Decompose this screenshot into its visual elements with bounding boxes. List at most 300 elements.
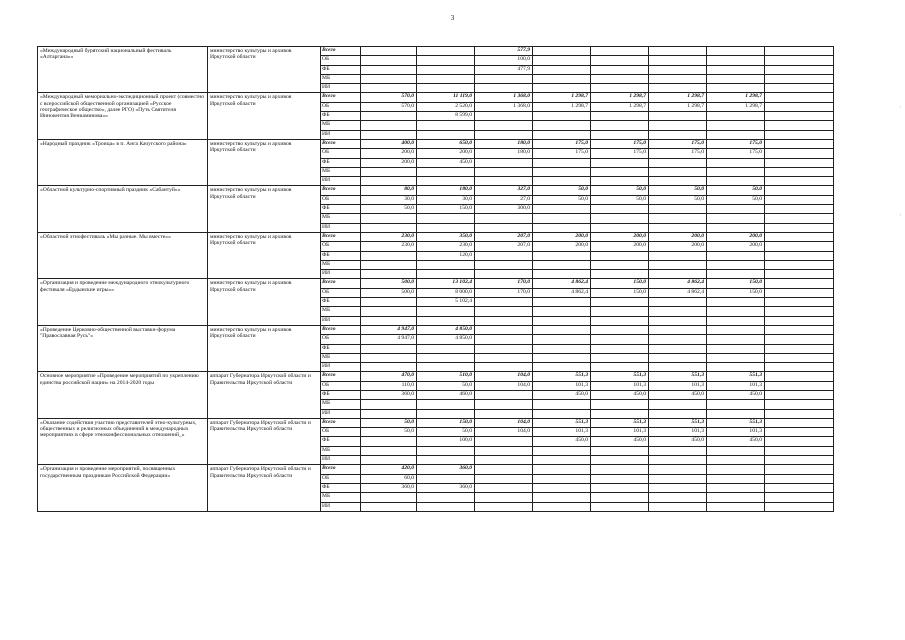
amount-cell: 200,0 [707,232,765,241]
funding-source: ИИ [321,409,361,418]
edge-tick: : [899,105,901,110]
amount-cell [475,121,533,130]
amount-cell [533,121,591,130]
amount-cell [361,456,417,465]
amount-cell: 400,0 [361,139,417,148]
amount-cell [707,56,765,65]
table-row [38,93,834,102]
amount-cell [591,363,649,372]
amount-cell: 450,0 [533,437,591,446]
amount-cell [361,363,417,372]
amount-cell: 450,0 [649,437,707,446]
amount-cell [765,177,834,186]
amount-cell [533,456,591,465]
amount-cell [591,65,649,74]
amount-cell [765,65,834,74]
amount-cell: 327,0 [475,186,533,195]
amount-cell [707,316,765,325]
amount-cell: 175,0 [649,149,707,158]
amount-cell: 175,0 [533,149,591,158]
amount-cell: 200,0 [707,242,765,251]
amount-cell [417,223,475,232]
amount-cell [765,149,834,158]
amount-cell [649,270,707,279]
funding-source: ОБ [321,242,361,251]
amount-cell: 4 862,4 [533,279,591,288]
amount-cell [361,56,417,65]
amount-cell [417,121,475,130]
funding-source: Всего [321,372,361,381]
amount-cell [707,307,765,316]
amount-cell: 450,0 [649,390,707,399]
amount-cell [649,130,707,139]
table-row [38,325,834,334]
amount-cell: 150,0 [707,279,765,288]
amount-cell [417,177,475,186]
amount-cell: 4 850,0 [417,325,475,334]
amount-cell [707,84,765,93]
amount-cell [361,298,417,307]
funding-source: ИИ [321,270,361,279]
amount-cell [475,456,533,465]
amount-cell [765,56,834,65]
amount-cell: 175,0 [707,139,765,148]
amount-cell [765,232,834,241]
amount-cell [361,307,417,316]
amount-cell: 510,0 [417,372,475,381]
amount-cell: 200,0 [649,232,707,241]
amount-cell [475,493,533,502]
funding-source: МБ [321,493,361,502]
amount-cell [533,167,591,176]
amount-cell [765,474,834,483]
amount-cell: 175,0 [649,139,707,148]
amount-cell: 175,0 [591,139,649,148]
amount-cell [533,84,591,93]
funding-source: ФБ [321,483,361,492]
amount-cell: 450,0 [707,437,765,446]
amount-cell: 50,0 [707,195,765,204]
amount-cell [361,344,417,353]
amount-cell: 27,0 [475,195,533,204]
amount-cell: 4 862,4 [649,288,707,297]
amount-cell [475,437,533,446]
amount-cell: 570,0 [361,93,417,102]
amount-cell [765,428,834,437]
amount-cell: 11 119,0 [417,93,475,102]
amount-cell [707,260,765,269]
amount-cell [475,251,533,260]
amount-cell: 101,3 [707,428,765,437]
amount-cell [417,474,475,483]
amount-cell: 50,0 [649,195,707,204]
funding-source: Всего [321,465,361,474]
amount-cell [591,465,649,474]
amount-cell [361,260,417,269]
amount-cell: 50,0 [361,418,417,427]
funding-source: Всего [321,279,361,288]
amount-cell [591,56,649,65]
amount-cell [533,363,591,372]
amount-cell: 104,0 [475,428,533,437]
amount-cell [475,363,533,372]
amount-cell [707,74,765,83]
amount-cell [707,325,765,334]
amount-cell [475,390,533,399]
measure-description: «Народный праздник «Троица» в п. Анга Качугского района» [38,139,208,185]
amount-cell [417,47,475,56]
amount-cell [765,47,834,56]
amount-cell [417,74,475,83]
amount-cell [591,223,649,232]
amount-cell: 200,0 [361,149,417,158]
amount-cell: 101,3 [533,428,591,437]
amount-cell [649,112,707,121]
amount-cell [707,205,765,214]
amount-cell [591,167,649,176]
amount-cell [361,177,417,186]
amount-cell [649,483,707,492]
amount-cell: 50,0 [591,186,649,195]
amount-cell [475,223,533,232]
amount-cell: 175,0 [707,149,765,158]
table-row [38,465,834,474]
amount-cell [533,214,591,223]
amount-cell [361,167,417,176]
table-row [38,232,834,241]
amount-cell: 207,0 [475,242,533,251]
amount-cell: 1 298,7 [591,102,649,111]
amount-cell [533,400,591,409]
amount-cell [649,223,707,232]
amount-cell [649,344,707,353]
amount-cell [765,158,834,167]
amount-cell: 450,0 [417,158,475,167]
amount-cell [591,270,649,279]
measure-description: «Областной этнофестиваль «Мы разные. Мы вместе»» [38,232,208,278]
amount-cell [533,502,591,511]
amount-cell [533,353,591,362]
funding-source: ФБ [321,205,361,214]
amount-cell [361,353,417,362]
amount-cell: 5 102,4 [417,298,475,307]
amount-cell: 50,0 [361,428,417,437]
amount-cell [475,465,533,474]
funding-source: МБ [321,74,361,83]
amount-cell [765,483,834,492]
amount-cell: 110,0 [361,381,417,390]
amount-cell [649,65,707,74]
amount-cell [591,307,649,316]
measure-description: «Организация и проведение международного этнокультурного фестиваля «Ердынские игры»» [38,279,208,325]
amount-cell: 180,0 [475,139,533,148]
amount-cell [765,502,834,511]
funding-source: Всего [321,325,361,334]
amount-cell [417,307,475,316]
amount-cell: 650,0 [417,139,475,148]
amount-cell [417,456,475,465]
amount-cell: 551,3 [533,372,591,381]
amount-cell [533,270,591,279]
amount-cell [765,344,834,353]
amount-cell [649,251,707,260]
amount-cell [361,214,417,223]
amount-cell: 551,3 [591,418,649,427]
responsible-organization: аппарат Губернатора Иркутской области и Правительства Иркутской области [208,418,321,464]
table-row [38,186,834,195]
amount-cell [417,446,475,455]
amount-cell [417,363,475,372]
amount-cell: 230,0 [417,242,475,251]
amount-cell: 101,3 [707,381,765,390]
amount-cell: 50,0 [417,428,475,437]
amount-cell: 80,0 [361,186,417,195]
amount-cell [707,474,765,483]
amount-cell [475,409,533,418]
amount-cell: 150,0 [707,288,765,297]
amount-cell [765,325,834,334]
amount-cell [591,47,649,56]
amount-cell [417,270,475,279]
amount-cell [765,139,834,148]
amount-cell [533,465,591,474]
amount-cell [533,65,591,74]
amount-cell: 1 298,7 [649,93,707,102]
amount-cell [417,65,475,74]
funding-source: МБ [321,446,361,455]
amount-cell [591,260,649,269]
amount-cell [533,251,591,260]
amount-cell [533,47,591,56]
amount-cell [765,205,834,214]
amount-cell [475,130,533,139]
amount-cell [533,223,591,232]
amount-cell: 1 298,7 [533,93,591,102]
amount-cell [361,47,417,56]
funding-source: ОБ [321,102,361,111]
amount-cell: 50,0 [707,186,765,195]
amount-cell [707,270,765,279]
amount-cell [475,74,533,83]
amount-cell: 50,0 [591,195,649,204]
amount-cell [533,344,591,353]
amount-cell [765,223,834,232]
funding-source: ОБ [321,149,361,158]
amount-cell [765,363,834,372]
measure-description: Основное мероприятие «Проведение мероприятий по укреплению единства российской нации» на 2014-2020 годы [38,372,208,418]
amount-cell [417,260,475,269]
amount-cell [765,390,834,399]
funding-source: ИИ [321,502,361,511]
amount-cell [707,465,765,474]
amount-cell [533,446,591,455]
funding-source: Всего [321,418,361,427]
amount-cell [591,316,649,325]
amount-cell: 551,3 [707,418,765,427]
amount-cell [417,316,475,325]
amount-cell [475,260,533,269]
amount-cell [417,409,475,418]
amount-cell [765,186,834,195]
amount-cell [475,446,533,455]
amount-cell: 150,0 [591,279,649,288]
funding-source: ОБ [321,195,361,204]
funding-source: ОБ [321,381,361,390]
amount-cell [361,74,417,83]
funding-source: МБ [321,167,361,176]
amount-cell [417,84,475,93]
amount-cell: 200,0 [533,232,591,241]
amount-cell [649,409,707,418]
amount-cell [533,409,591,418]
amount-cell [533,74,591,83]
amount-cell [591,214,649,223]
amount-cell: 1 298,7 [591,93,649,102]
amount-cell [649,205,707,214]
measure-description: «Проведение Церковно-общественной выставки-форума "Православная Русь"» [38,325,208,371]
amount-cell: 50,0 [649,186,707,195]
amount-cell [649,316,707,325]
funding-source: ИИ [321,363,361,372]
amount-cell: 477,9 [475,65,533,74]
funding-source: ФБ [321,344,361,353]
amount-cell [765,112,834,121]
amount-cell [361,130,417,139]
funding-source: ОБ [321,474,361,483]
amount-cell [707,121,765,130]
amount-cell [533,335,591,344]
amount-cell [591,158,649,167]
amount-cell [765,74,834,83]
amount-cell [707,223,765,232]
amount-cell [533,205,591,214]
amount-cell [649,363,707,372]
funding-source: Всего [321,47,361,56]
amount-cell [533,177,591,186]
amount-cell [533,483,591,492]
amount-cell: 180,0 [475,149,533,158]
amount-cell [533,316,591,325]
amount-cell [649,353,707,362]
amount-cell [649,325,707,334]
amount-cell [591,353,649,362]
amount-cell [591,74,649,83]
amount-cell [649,493,707,502]
amount-cell [649,167,707,176]
amount-cell [475,353,533,362]
responsible-organization: министерство культуры и архивов Иркутской области [208,325,321,371]
funding-source: ОБ [321,428,361,437]
amount-cell: 4 850,0 [417,335,475,344]
amount-cell: 101,3 [591,428,649,437]
amount-cell [765,409,834,418]
amount-cell: 450,0 [707,390,765,399]
amount-cell [475,335,533,344]
amount-cell [591,335,649,344]
amount-cell [707,251,765,260]
responsible-organization: министерство культуры и архивов Иркутской области [208,139,321,185]
measure-description: «Международный бурятский национальный фестиваль «Алтаргана»» [38,47,208,93]
amount-cell [361,502,417,511]
amount-cell [765,288,834,297]
amount-cell [475,270,533,279]
amount-cell: 500,0 [361,279,417,288]
amount-cell: 551,3 [591,372,649,381]
amount-cell [649,465,707,474]
amount-cell [707,446,765,455]
amount-cell: 450,0 [591,437,649,446]
amount-cell [765,251,834,260]
amount-cell [765,335,834,344]
amount-cell: 570,0 [361,102,417,111]
amount-cell [475,400,533,409]
amount-cell [765,400,834,409]
amount-cell [765,456,834,465]
amount-cell [649,47,707,56]
amount-cell [361,251,417,260]
funding-source: МБ [321,260,361,269]
amount-cell: 360,0 [361,390,417,399]
funding-source: ИИ [321,223,361,232]
amount-cell [707,344,765,353]
amount-cell: 450,0 [591,390,649,399]
amount-cell [417,167,475,176]
amount-cell: 150,0 [591,288,649,297]
amount-cell [707,502,765,511]
amount-cell [591,493,649,502]
responsible-organization: министерство культуры и архивов Иркутской области [208,186,321,232]
amount-cell [533,112,591,121]
amount-cell [361,84,417,93]
funding-source: ФБ [321,112,361,121]
amount-cell: 200,0 [417,149,475,158]
amount-cell [765,418,834,427]
amount-cell [475,344,533,353]
amount-cell [765,84,834,93]
amount-cell [765,381,834,390]
amount-cell [361,270,417,279]
amount-cell: 230,0 [361,242,417,251]
amount-cell [765,242,834,251]
amount-cell: 1 298,7 [707,102,765,111]
amount-cell [361,316,417,325]
amount-cell: 50,0 [533,186,591,195]
amount-cell [475,158,533,167]
funding-source: Всего [321,186,361,195]
amount-cell: 200,0 [533,242,591,251]
measure-description: «Областной культурно-спортивный праздник «Сабантуй»» [38,186,208,232]
amount-cell [475,325,533,334]
amount-cell [591,400,649,409]
amount-cell: 350,0 [417,232,475,241]
amount-cell: 360,0 [417,465,475,474]
amount-cell [765,270,834,279]
amount-cell: 100,0 [475,56,533,65]
amount-cell [707,400,765,409]
amount-cell: 13 102,4 [417,279,475,288]
amount-cell [707,214,765,223]
amount-cell: 300,0 [475,205,533,214]
amount-cell [707,363,765,372]
amount-cell [591,251,649,260]
amount-cell [475,177,533,186]
amount-cell [591,502,649,511]
amount-cell: 500,0 [361,288,417,297]
responsible-organization: аппарат Губернатора Иркутской области и Правительства Иркутской области [208,372,321,418]
amount-cell [591,325,649,334]
responsible-organization: министерство культуры и архивов Иркутской области [208,47,321,93]
amount-cell [707,158,765,167]
